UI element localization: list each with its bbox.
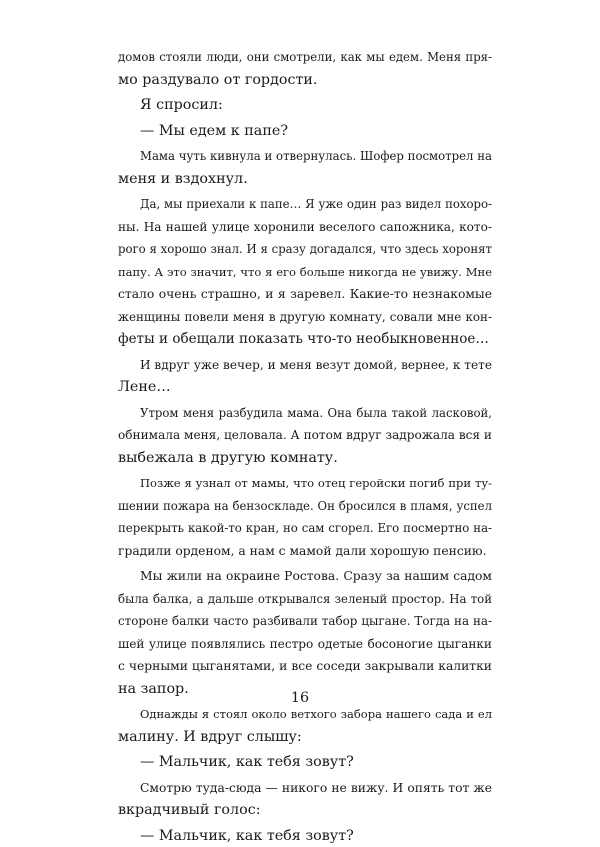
text-line: Позже я узнал от мамы, что отец геройски погиб при ту- bbox=[118, 472, 492, 495]
text-line: вкрадчивый голос: bbox=[118, 799, 492, 822]
text-line: выбежала в другую комнату. bbox=[118, 447, 492, 470]
text-line: папу. А это значит, что я его больше никогда не увижу. Мне bbox=[118, 261, 492, 284]
text-line: мо раздувало от гордости. bbox=[118, 69, 492, 92]
text-line: шей улице появлялись пестро одетые босоногие цыганки bbox=[118, 633, 492, 656]
text-line: градили орденом, а нам с мамой дали хорошую пенсию. bbox=[118, 540, 492, 563]
text-line: Мы жили на окраине Ростова. Сразу за нашим садом bbox=[118, 565, 492, 588]
text-line: — Мальчик, как тебя зовут? bbox=[118, 825, 492, 847]
text-line: Я спросил: bbox=[118, 94, 492, 117]
page-number: 16 bbox=[0, 690, 600, 706]
text-line: меня и вздохнул. bbox=[118, 168, 492, 191]
text-line: ны. На нашей улице хоронили веселого сапожника, кото- bbox=[118, 216, 492, 239]
text-line: на запор. bbox=[118, 678, 492, 701]
text-line: Смотрю туда-сюда — никого не вижу. И опять тот же bbox=[118, 777, 492, 800]
text-line: шении пожара на бензоскладе. Он бросился в пламя, успел bbox=[118, 495, 492, 518]
text-line: Утром меня разбудила мама. Она была такой ласковой, bbox=[118, 402, 492, 425]
text-line: — Мальчик, как тебя зовут? bbox=[118, 751, 492, 774]
text-line: была балка, а дальше открывался зеленый простор. На той bbox=[118, 588, 492, 611]
text-line: феты и обещали показать что-то необыкновенное… bbox=[118, 328, 492, 351]
text-line: Однажды я стоял около ветхого забора нашего сада и ел bbox=[118, 703, 492, 726]
body-text bbox=[118, 46, 492, 847]
text-line: перекрыть какой-то кран, но сам сгорел. Его посмертно на- bbox=[118, 517, 492, 540]
text-line: — Мы едем к папе? bbox=[118, 120, 492, 143]
text-line: И вдруг уже вечер, и меня везут домой, вернее, к тете bbox=[118, 354, 492, 377]
text-line: с черными цыганятами, и все соседи закрывали калитки bbox=[118, 655, 492, 678]
text-line: обнимала меня, целовала. А потом вдруг задрожала вся и bbox=[118, 424, 492, 447]
text-line: Да, мы приехали к папе… Я уже один раз видел похоро- bbox=[118, 193, 492, 216]
text-line: женщины повели меня в другую комнату, совали мне кон- bbox=[118, 306, 492, 329]
text-line: стало очень страшно, и я заревел. Какие-то незнакомые bbox=[118, 283, 492, 306]
text-line: Лене… bbox=[118, 376, 492, 399]
text-line: рого я хорошо знал. И я сразу догадался, что здесь хоронят bbox=[118, 238, 492, 261]
text-line: малину. И вдруг слышу: bbox=[118, 726, 492, 749]
text-line: стороне балки часто разбивали табор цыгане. Тогда на на- bbox=[118, 610, 492, 633]
text-line: Мама чуть кивнула и отвернулась. Шофер посмотрел на bbox=[118, 145, 492, 168]
text-line: домов стояли люди, они смотрели, как мы едем. Меня пря- bbox=[118, 46, 492, 69]
